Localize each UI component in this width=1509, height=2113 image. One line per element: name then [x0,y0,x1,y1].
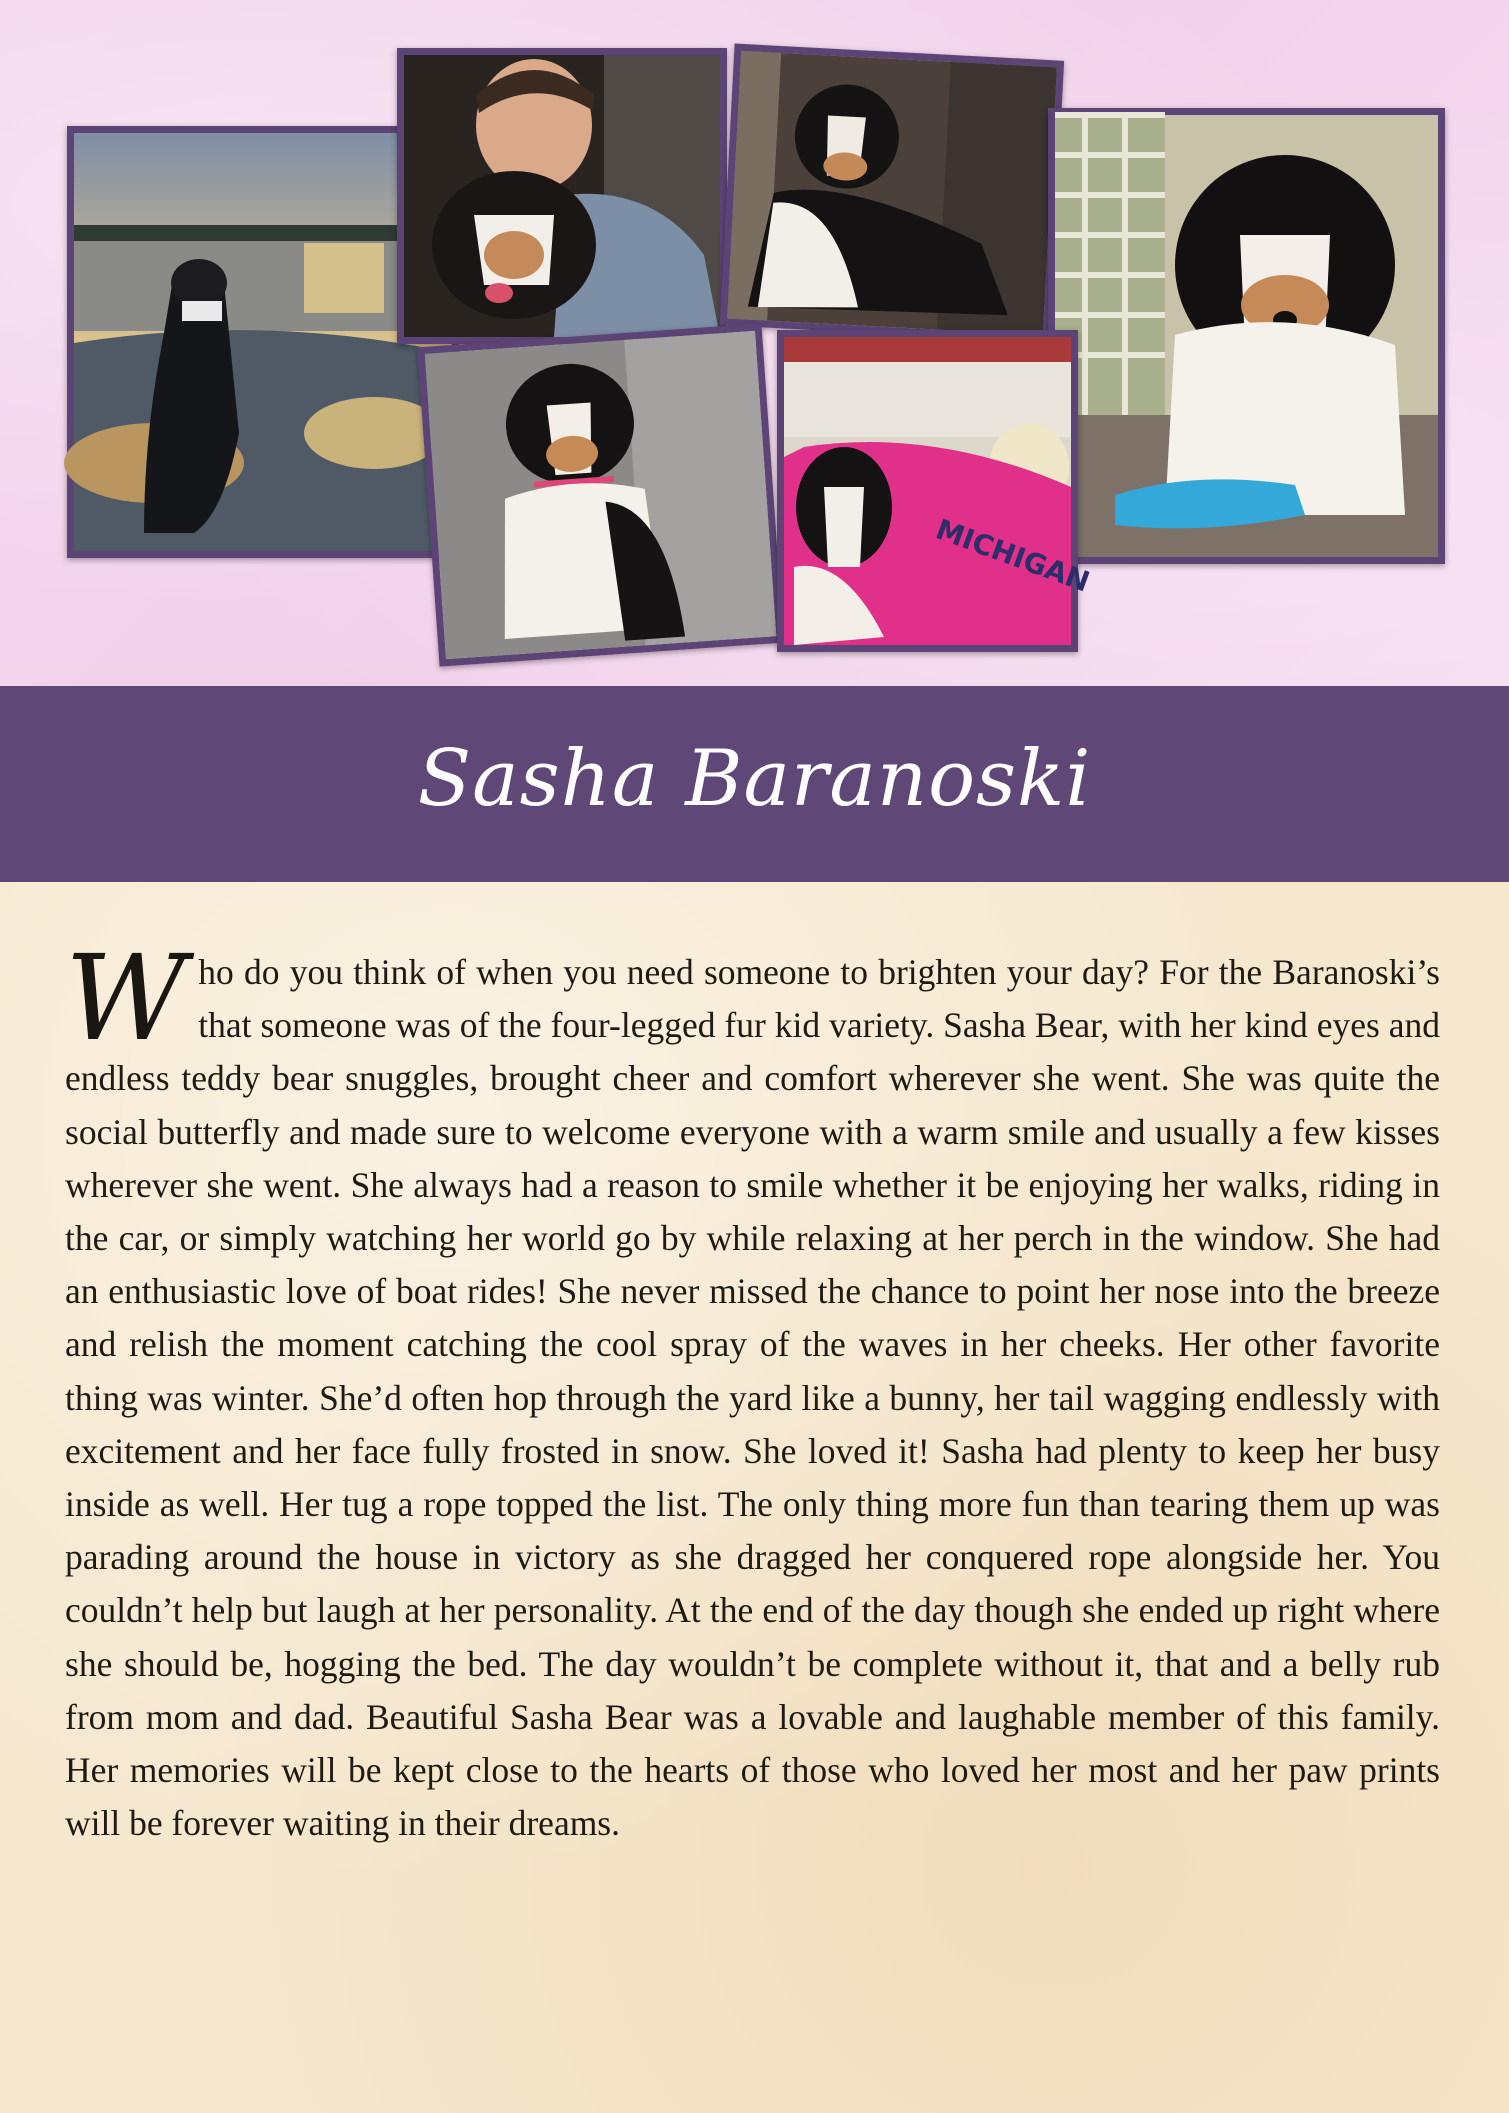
hoodie-text: MICHIGAN [931,512,1094,599]
photo-puppy [417,323,783,666]
story-text [65,929,1440,1850]
photo-woman-with-puppy [777,330,1094,652]
photo-man-with-dog [397,48,727,344]
drop-cap: W [65,929,187,1067]
story-body: ho do you think of when you need someone to brighten your day? For the Baranoski’s that someone was of the four-legged fur kid variety. Sasha Bear, with her kind eyes and endless teddy bear snuggles, brought cheer and comfort wherever she went. She was quite the social butterfly and made sure to welcome everyone with a warm smile and usually a few kisses wherever she went. She always had a reason to smile whether it be enjoying her walks, riding in the car, or simply watching her world go by while relaxing at her perch in the window. She had an enthusiastic love of boat rides! She never missed the chance to point her nose into the breeze and relish the moment catching the cool spray of the waves in her cheeks. Her other favorite thing was winter. She’d often hop through the yard like a bunny, her tail wagging endlessly with excitement and her face fully frosted in snow. She loved it! Sasha had plenty to keep her busy inside as well. Her tug a rope topped the list. The only thing more fun than tearing them up was parading around the house in victory as she dragged her conquered rope alongside her. You couldn’t help but laugh at her personality. At the end of the day though she ended up right where she should be, hogging the bed. The day wouldn’t be complete without it, that and a belly rub from mom and dad. Beautiful Sasha Bear was a lovable and laughable member of this family. Her memories will be kept close to the hearts of those who loved her most and her paw prints will be forever waiting in their dreams. [65,952,1440,1844]
photo-collage-area [0,0,1509,686]
page-title: Sasha Baranoski [417,734,1092,824]
photo-dog-on-couch [720,44,1064,343]
title-band [0,686,1509,882]
photo-dog-with-toy [1048,108,1445,564]
